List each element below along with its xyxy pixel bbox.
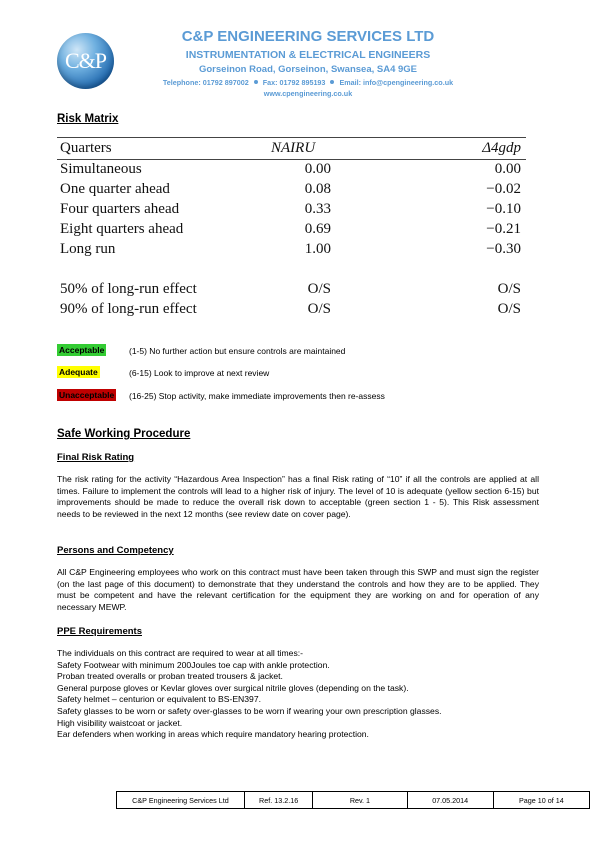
footer-page: Page 10 of 14	[519, 795, 564, 805]
final-risk-text: The risk rating for the activity “Hazardous Area Inspection” has a final Risk rating of “10” if all the controls are applied at all times. Failure to implement the controls will lead to a higher risk of injury. The level of 10 is adequate (yellow section 6-15) but improvements should be made to reduce the overall risk down to acceptable (green section 1 - 5). This Risk assessment needs to be reviewed in the next 12 months (see review date on cover page).	[57, 474, 539, 519]
ppe-list	[57, 648, 539, 741]
table-header-rule	[57, 159, 526, 160]
legend-acceptable-desc: (1-5) No further action but ensure controls are maintained	[129, 346, 346, 356]
table-cell-d4gdp: O/S	[497, 281, 521, 297]
persons-title: Persons and Competency	[57, 545, 174, 556]
header-d4gdp: Δ4gdp	[482, 140, 521, 156]
table-cell-d4gdp: −0.02	[486, 181, 521, 197]
bullet-icon	[254, 80, 258, 84]
list-item: General purpose gloves or Kevlar gloves over surgical nitrile gloves (depending on the task).	[57, 682, 409, 693]
persons-text: All C&P Engineering employees who work on this contract must have been taken through this SWP and must sign the register (on the last page of this document) to demonstrate that they understand the controls and how they are to be applied. They must be competent and have the relevant certification for the equipment they are working on and for operation of any necessary MEWP.	[57, 567, 539, 612]
legend-unacceptable-badge: Unacceptable	[59, 390, 115, 400]
company-contacts	[120, 78, 496, 87]
table-row-label: Eight quarters ahead	[60, 221, 184, 237]
table-cell-d4gdp: O/S	[497, 301, 521, 317]
logo-text: C&P	[64, 48, 107, 73]
table-row-label: One quarter ahead	[60, 181, 170, 197]
final-risk-title: Final Risk Rating	[57, 452, 135, 463]
table-cell-d4gdp: −0.21	[486, 221, 521, 237]
table-row-label: Simultaneous	[60, 161, 142, 177]
table-cell-nairu: 0.33	[304, 201, 331, 217]
footer-company: C&P Engineering Services Ltd	[117, 792, 245, 808]
company-subtitle: INSTRUMENTATION & ELECTRICAL ENGINEERS	[185, 49, 431, 61]
list-item: Safety Footwear with minimum 200Joules toe cap with ankle protection.	[57, 659, 330, 670]
table-cell-nairu: 0.00	[304, 161, 331, 177]
header-nairu: NAIRU	[271, 140, 316, 156]
table-row-label: 90% of long-run effect	[60, 301, 197, 317]
swp-heading: Safe Working Procedure	[57, 428, 191, 440]
table-cell-nairu: O/S	[307, 281, 331, 297]
legend-adequate-desc: (6-15) Look to improve at next review	[129, 368, 270, 378]
table-cell-nairu: 1.00	[304, 241, 331, 257]
footer-table	[116, 791, 590, 809]
table-row-label: Four quarters ahead	[60, 201, 180, 217]
header-quarters: Quarters	[60, 140, 112, 156]
table-cell-nairu: O/S	[307, 301, 331, 317]
table-cell-nairu: 0.08	[304, 181, 331, 197]
bullet-icon	[330, 80, 334, 84]
ppe-title: PPE Requirements	[57, 626, 142, 637]
list-item: Ear defenders when working in areas which require mandatory hearing protection.	[57, 729, 369, 740]
legend-adequate-badge: Adequate	[59, 367, 98, 377]
company-name: C&P ENGINEERING SERVICES LTD	[181, 28, 435, 45]
risk-matrix-table	[57, 136, 526, 326]
legend-acceptable-badge: Acceptable	[59, 345, 105, 355]
table-top-rule	[57, 137, 526, 138]
table-cell-nairu: 0.69	[304, 221, 331, 237]
company-address: Gorseinon Road, Gorseinon, Swansea, SA4 9GE	[198, 64, 418, 75]
list-item: The individuals on this contract are required to wear at all times:-	[57, 648, 303, 658]
list-item: Safety helmet – centurion or equivalent to BS-EN397.	[57, 694, 261, 705]
list-item: Safety glasses to be worn or safety over-glasses to be worn if wearing your own prescription glasses.	[57, 705, 442, 716]
list-item: Proban treated overalls or proban treated trousers & jacket.	[57, 671, 283, 682]
table-row-label: 50% of long-run effect	[60, 281, 197, 297]
footer-date: 07.05.2014	[408, 792, 494, 808]
table-cell-d4gdp: −0.10	[486, 201, 521, 217]
table-row-label: Long run	[60, 241, 116, 257]
list-item: High visibility waistcoat or jacket.	[57, 717, 183, 728]
telephone: Telephone: 01792 897002	[162, 78, 249, 87]
footer-ref: Ref. 13.2.16	[245, 792, 313, 808]
footer-rev: Rev. 1	[313, 792, 407, 808]
table-cell-d4gdp: 0.00	[494, 161, 521, 177]
company-logo	[57, 33, 114, 89]
fax: Fax: 01792 895193	[262, 78, 326, 87]
legend-unacceptable-desc: (16-25) Stop activity, make immediate improvements then re-assess	[129, 391, 385, 401]
table-cell-d4gdp: −0.30	[486, 241, 521, 257]
risk-matrix-heading: Risk Matrix	[57, 113, 119, 125]
company-website: www.cpengineering.co.uk	[263, 89, 353, 98]
email: Email: info@cpengineering.co.uk	[339, 78, 454, 87]
